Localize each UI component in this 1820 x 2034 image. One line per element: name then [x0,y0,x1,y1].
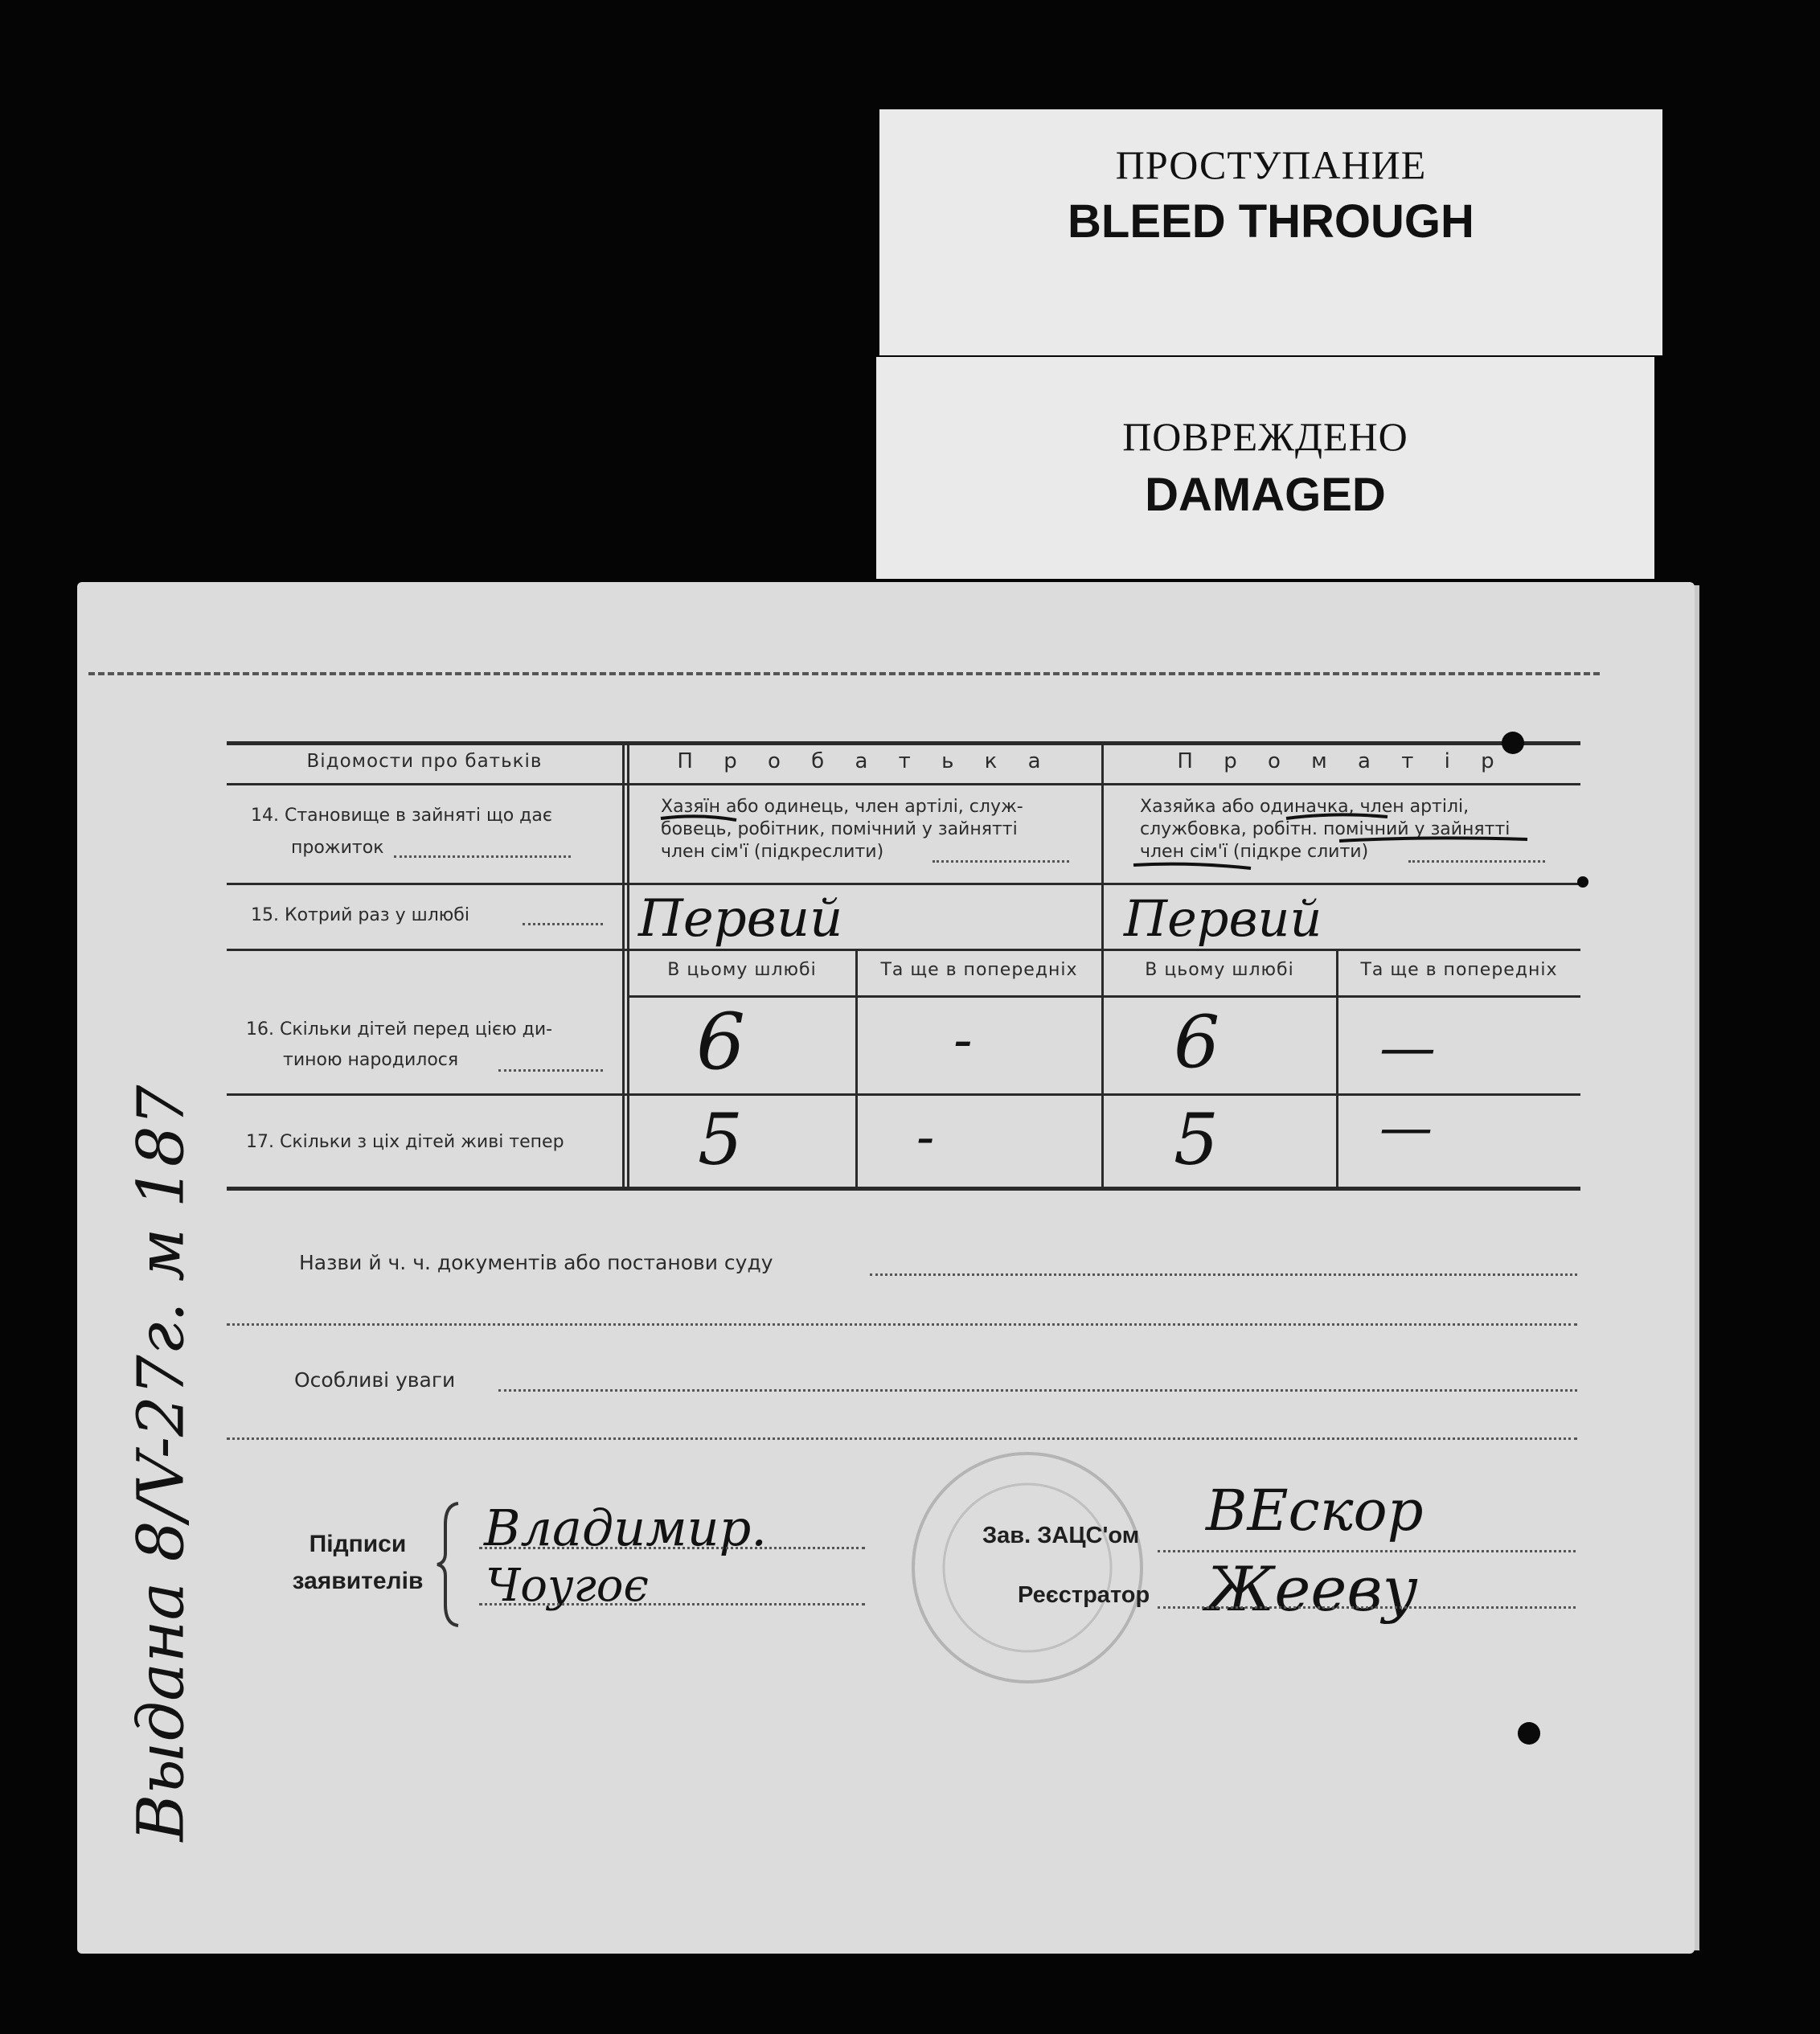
bleed-through-en: BLEED THROUGH [1068,195,1474,248]
row17-label: 17. Скільки з ціх дітей живі тепер [246,1132,564,1152]
row17-father-this: 5 [698,1098,743,1181]
damaged-ru: ПОВРЕЖДЕНО [1122,414,1408,459]
applicants-signatures-label: Підписи [309,1531,407,1557]
official-stamp [907,1447,1148,1688]
margin-handwritten-note: Выдана 8/V-27г. м 187 [123,1085,199,1842]
subheader-mother-this: В цьому шлюбі [1145,960,1294,980]
remarks-line [498,1389,1577,1392]
row16-label-cont: тиною народилося [283,1050,459,1070]
documents-line-2 [227,1323,1577,1326]
applicants-signatures-label-cont: заявителів [292,1568,424,1594]
row16-mother-this: 6 [1174,1000,1220,1085]
row14-father-options-2: бовець, робітник, помічний у зайнятті [661,819,1018,839]
subheader-father-this: В цьому шлюбі [667,960,817,980]
documents-line [870,1273,1577,1276]
row14-father-options-3: член сім'ї (підкреслити) [661,842,884,862]
row17-mother-previous: — [1379,1097,1433,1158]
head-zags-signature: ВЕскор [1206,1478,1424,1544]
row14-father-options-1: Хазяїн або одинець, член артілі, служ- [661,797,1023,817]
punch-hole-1 [1502,732,1524,754]
header-mother: П р о м а т і р [1177,749,1506,773]
signature-brace [434,1500,466,1629]
bleed-through-ru: ПРОСТУПАНИЕ [1115,142,1427,187]
punch-hole-3 [1577,876,1588,888]
row15-father-handwritten: Первий [638,889,843,949]
row15-label: 15. Котрий раз у шлюбі [251,905,469,925]
underline-marks [0,0,1820,965]
row16-father-previous: - [953,1007,973,1072]
row16-label: 16. Скільки дітей перед цією ди- [246,1019,553,1040]
damaged-en: DAMAGED [1145,469,1386,521]
row14-mother-options-2: службовка, робітн. помічний у зайнятті [1140,819,1511,839]
documents-label: Назви й ч. ч. документів або постанови суду [299,1251,773,1274]
row14-mother-options-1: Хазяйка або одиначка, член артілі, [1140,797,1470,817]
remarks-label: Особливі уваги [294,1368,456,1392]
row17-mother-this: 5 [1174,1098,1219,1181]
row14-label: 14. Становище в зайняті що дає [251,806,552,826]
applicant-2-signature: Чоугоє [486,1560,649,1612]
registrar-signature: Жееву [1206,1553,1418,1625]
applicant-1-signature: Владимир. [484,1499,767,1557]
row14-mother-options-3: член сім'ї (підкре слити) [1140,842,1369,862]
punch-hole-2 [1518,1722,1540,1745]
row16-father-this: 6 [696,997,746,1087]
row16-mother-previous: — [1379,1015,1436,1081]
row15-mother-handwritten: Первий [1124,889,1322,948]
header-parents-info: Відомости про батьків [306,751,543,772]
row17-father-previous: - [916,1106,935,1168]
header-father: П р о б а т ь к а [677,749,1053,773]
subheader-mother-previous: Та ще в попередніх [1360,960,1558,980]
head-zags-label: Зав. ЗАЦС'ом [982,1523,1140,1548]
registrar-label: Реєстратор [1018,1582,1150,1608]
remarks-line-2 [227,1437,1577,1440]
row14-label-cont: прожиток [291,838,384,858]
subheader-father-previous: Та ще в попередніх [880,960,1078,980]
